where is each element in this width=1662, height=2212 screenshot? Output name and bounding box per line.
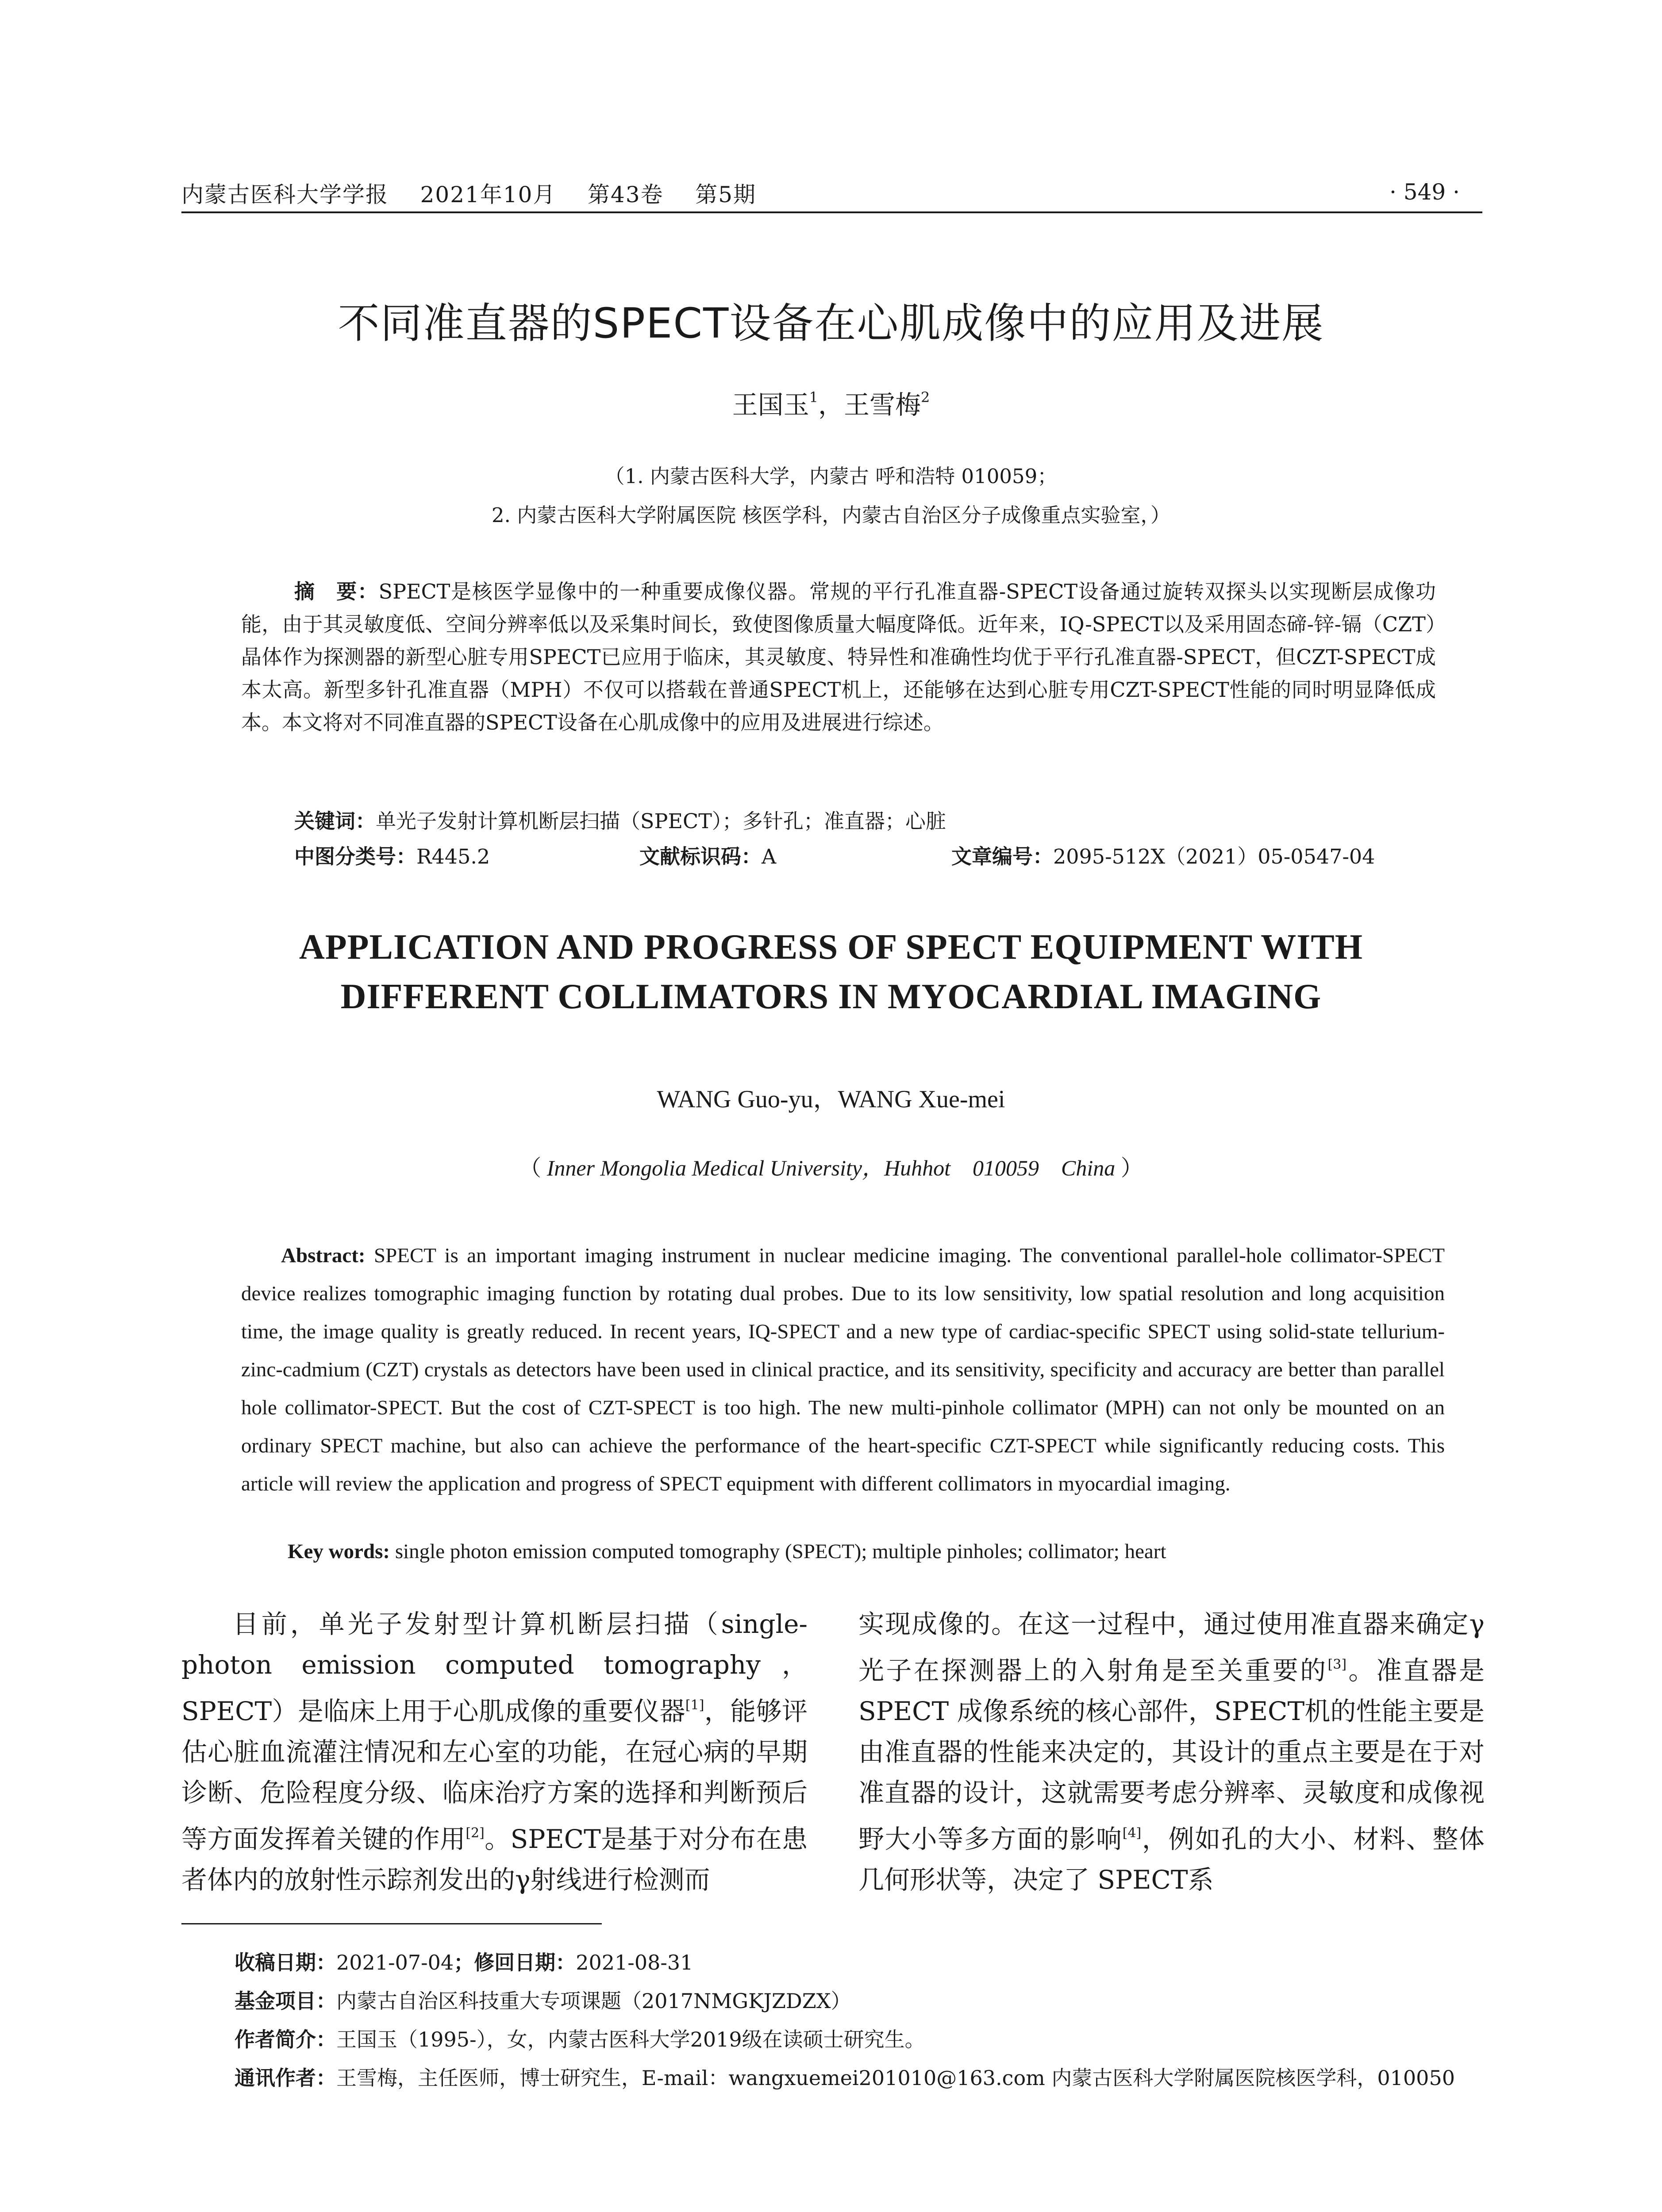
- body-text: ，例如孔的大小、材料、整体几何形状等，决定了 SPECT系: [858, 1824, 1485, 1895]
- received-label: 收稿日期：: [235, 1951, 336, 1974]
- body-text: 实现成像的。在这一过程中，通过使用准直器来确定γ光子在探测器上的入射角是至关重要的: [858, 1609, 1485, 1686]
- abstract-en-text: SPECT is an important imaging instrument in nuclear medicine imaging. The conventional parallel-hole collimator-SPECT device realizes tomographic imaging function by rotating dual probes. Due to its low sensitivity, low spatial resolution and long acquisition time, the image quality is greatly reduced. In recent years, IQ-SPECT and a new type of cardiac-specific SPECT using solid-state tellurium-zinc-cadmium (CZT) crystals as detectors have been used in clinical practice, and its sensitivity, specificity and accuracy are better than parallel hole collimator-SPECT. But the cost of CZT-SPECT is too high. The new multi-pinhole collimator (MPH) can not only be mounted on an ordinary SPECT machine, but also can achieve the performance of the heart-specific CZT-SPECT while significantly reducing costs. This article will review the application and progress of SPECT equipment with different collimators in myocardial imaging.: [241, 1244, 1445, 1495]
- body-text: 。准直器是 SPECT 成像系统的核心部件，SPECT机的性能主要是由准直器的性能来决定的，其设计的重点主要是在于对准直器的设计，这就需要考虑分辨率、灵敏度和成像视野大小等多方面的影响: [858, 1655, 1485, 1854]
- title-en: [0, 922, 1662, 1022]
- affiliation-en-text: Inner Mongolia Medical University，Huhhot 010059 China: [546, 1156, 1116, 1180]
- footnote-dates: [235, 1947, 693, 1976]
- page-number: · 549 ·: [1389, 179, 1460, 205]
- doc-code-label: 文献标识码：: [639, 845, 762, 868]
- abstract-en-label: Abstract:: [281, 1244, 365, 1267]
- article-number-value: 2095-512X（2021）05-0547-04: [1053, 845, 1375, 868]
- author-1: 王国玉: [732, 390, 809, 420]
- footnote-fund: [235, 1985, 851, 2014]
- footnote-rule: [181, 1923, 602, 1924]
- received-date: 2021-07-04: [336, 1951, 454, 1974]
- corresponding-text[interactable]: 王雪梅，主任医师，博士研究生，E-mail：wangxuemei201010@163.com 内蒙古医科大学附属医院核医学科，010050: [336, 2066, 1455, 2090]
- volume: 第43卷: [588, 182, 664, 207]
- body-paragraph: [181, 1604, 808, 1900]
- citation-1[interactable]: [1]: [685, 1697, 704, 1713]
- header-rule: [181, 211, 1482, 213]
- keywords-en: [288, 1540, 1166, 1563]
- affiliation-en-open: （: [519, 1156, 547, 1180]
- fund-label: 基金项目：: [235, 1989, 336, 2013]
- clc-label: 中图分类号：: [294, 845, 416, 868]
- citation-2[interactable]: [2]: [466, 1825, 485, 1841]
- title-en-line-1: APPLICATION AND PROGRESS OF SPECT EQUIPMENT WITH: [299, 928, 1363, 967]
- affiliation-en-close: ）: [1115, 1156, 1143, 1180]
- authors-en: WANG Guo-yu，WANG Xue-mei: [657, 1086, 1005, 1113]
- affiliation-cn-1: （1. 内蒙古医科大学，内蒙古 呼和浩特 010059；: [604, 465, 1058, 488]
- author-1-affil: 1: [809, 389, 818, 406]
- keywords-en-text: single photon emission computed tomography (SPECT); multiple pinholes; collimator; heart: [390, 1540, 1166, 1563]
- affiliation-en: [0, 1150, 1662, 1182]
- body-paragraph: [858, 1604, 1485, 1900]
- revised-label: ；修回日期：: [454, 1951, 576, 1974]
- running-header: [181, 177, 756, 209]
- title-cn: 不同准直器的SPECT设备在心肌成像中的应用及进展: [338, 300, 1324, 348]
- keywords-cn: [294, 805, 946, 834]
- body-text: ，能够评估心脏血流灌注情况和左心室的功能，在冠心病的早期诊断、危险程度分级、临床治疗方案的选择和判断预后等方面发挥着关键的作用: [181, 1696, 808, 1854]
- bio-text: 王国玉（1995-），女，内蒙古医科大学2019级在读硕士研究生。: [336, 2028, 925, 2051]
- abstract-cn-text: SPECT是核医学显像中的一种重要成像仪器。常规的平行孔准直器-SPECT设备通过旋转双探头以实现断层成像功能，由于其灵敏度低、空间分辨率低以及采集时间长，致使图像质量大幅度降低。近年来，IQ-SPECT以及采用固态碲-锌-镉（CZT）晶体作为探测器的新型心脏专用SPECT已应用于临床，其灵敏度、特异性和准确性均优于平行孔准直器-SPECT，但CZT-SPECT成本太高。新型多针孔准直器（MPH）不仅可以搭载在普通SPECT机上，还能够在达到心脏专用CZT-SPECT性能的同时明显降低成本。本文将对不同准直器的SPECT设备在心肌成像中的应用及进展进行综述。: [241, 580, 1436, 734]
- clc-value: R445.2: [416, 845, 490, 868]
- keywords-en-label: Key words:: [288, 1540, 390, 1563]
- abstract-en: [241, 1237, 1445, 1503]
- issue: 第5期: [695, 182, 757, 207]
- doc-code-value: A: [762, 845, 777, 868]
- article-number-label: 文章编号：: [951, 845, 1053, 868]
- author-separator: ，: [818, 390, 844, 420]
- author-2: 王雪梅: [844, 390, 921, 420]
- journal-name: 内蒙古医科大学学报: [181, 182, 389, 207]
- article-number: [951, 841, 1375, 870]
- document-code: [639, 841, 776, 870]
- affiliation-cn-2: 2. 内蒙古医科大学附属医院 核医学科，内蒙古自治区分子成像重点实验室，）: [491, 503, 1171, 527]
- issue-date: 2021年10月: [420, 182, 556, 207]
- body-column-right: [858, 1604, 1485, 1900]
- citation-3[interactable]: [3]: [1327, 1657, 1347, 1672]
- keywords-cn-label: 关键词：: [294, 809, 376, 833]
- body-text: 。SPECT是基于对分布在患者体内的放射性示踪剂发出的γ射线进行检测而: [181, 1824, 808, 1895]
- corresponding-label: 通讯作者：: [235, 2066, 336, 2090]
- clc-number: [294, 841, 490, 870]
- author-2-affil: 2: [921, 389, 930, 406]
- bio-label: 作者简介：: [235, 2028, 336, 2051]
- revised-date: 2021-08-31: [576, 1951, 693, 1974]
- footnote-corresponding: [235, 2062, 1455, 2091]
- body-column-left: [181, 1604, 808, 1900]
- citation-4[interactable]: [4]: [1122, 1825, 1142, 1841]
- authors-cn: [0, 384, 1662, 421]
- fund-text: 内蒙古自治区科技重大专项课题（2017NMGKJZDZX）: [336, 1989, 851, 2013]
- footnote-author-bio: [235, 2024, 925, 2053]
- title-en-line-2: DIFFERENT COLLIMATORS IN MYOCARDIAL IMAGING: [340, 977, 1322, 1016]
- abstract-cn: [241, 575, 1436, 739]
- body-text: 目前，单光子发射型计算机断层扫描（single-photon emission computed tomography，SPECT）是临床上用于心肌成像的重要仪器: [181, 1609, 808, 1726]
- keywords-cn-text: 单光子发射计算机断层扫描（SPECT）；多针孔；准直器；心脏: [376, 809, 946, 833]
- abstract-cn-label: 摘 要：: [294, 580, 379, 603]
